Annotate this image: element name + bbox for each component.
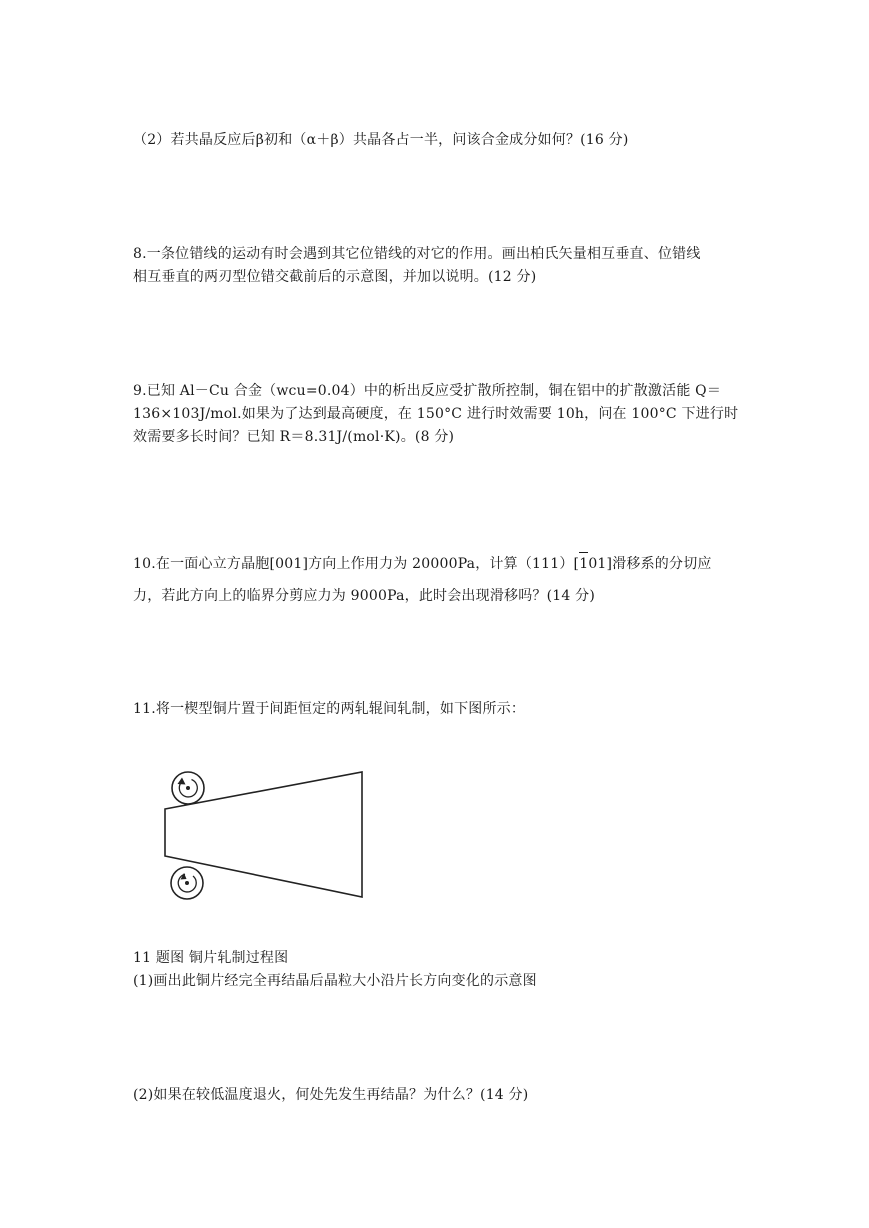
q8-line1: 8.一条位错线的运动有时会遇到其它位错线的对它的作用。画出柏氏矢量相互垂直、位错线 [133, 246, 701, 262]
q10-line1-b: 01]滑移系的分切应 [588, 556, 712, 572]
q11-intro: 11.将一楔型铜片置于间距恒定的两轧辊间轧制，如下图所示： [133, 701, 526, 717]
q7-part2: （2）若共晶反应后β初和（α＋β）共晶各占一半，问该合金成分如何？(16 分) [133, 132, 629, 148]
q10-line1-a: 10.在一面心立方晶胞[001]方向上作用力为 20000Pa，计算（111）[ [133, 556, 580, 572]
q10-overbar-digit: 1 [579, 556, 589, 572]
q10-line1 [133, 555, 712, 573]
q9-line2: 136×103J/mol.如果为了达到最高硬度，在 150°C 进行时效需要 10h，问在 100°C 下进行时 [133, 406, 739, 422]
q11-figure-caption: 11 题图 铜片轧制过程图 [133, 950, 289, 966]
rolling-diagram [160, 765, 370, 910]
top-roller-center-dot-icon [186, 786, 190, 790]
q10-line2: 力，若此方向上的临界分剪应力为 9000Pa，此时会出现滑移吗？(14 分) [133, 588, 596, 604]
q11-part1: (1)画出此铜片经完全再结晶后晶粒大小沿片长方向变化的示意图 [133, 973, 537, 989]
q9-line3: 效需要多长时间？已知 R＝8.31J/(mol·K)。(8 分) [133, 429, 455, 445]
top-roller-arrow-icon [178, 778, 186, 785]
q11-part2: (2)如果在较低温度退火，何处先发生再结晶？为什么？(14 分) [133, 1087, 529, 1103]
q8-line2: 相互垂直的两刃型位错交截前后的示意图，并加以说明。(12 分) [133, 269, 537, 285]
q9-line1: 9.已知 Al－Cu 合金（wcu=0.04）中的析出反应受扩散所控制，铜在铝中的扩散激活能 Q＝ [133, 383, 722, 399]
bottom-roller-center-dot-icon [185, 881, 189, 885]
